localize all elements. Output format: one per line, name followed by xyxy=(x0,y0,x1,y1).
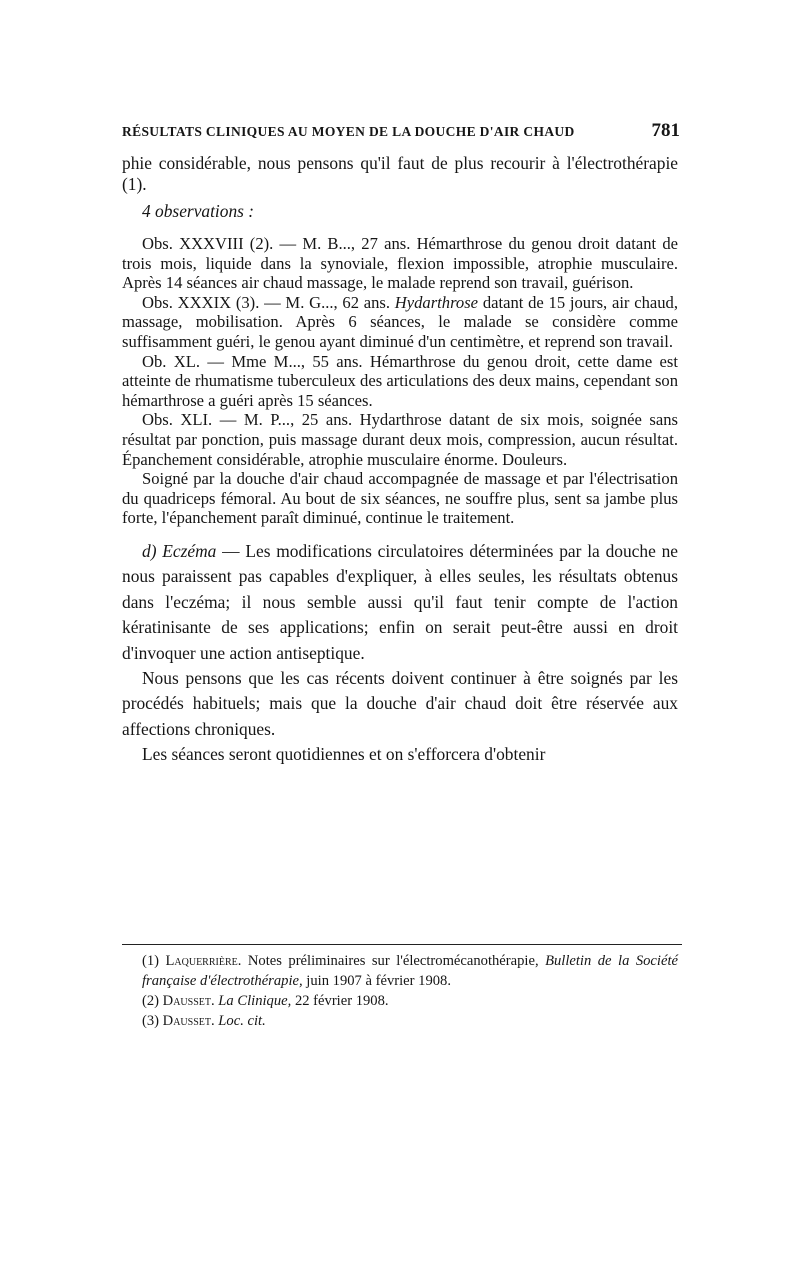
paragraph-eczema: d) Eczéma — Les modifications circulatoires déterminées par la douche ne nous paraissent pas capables d'expliquer, à elles seules, les résultats obtenus dans l'eczéma; il nous semble aussi qu'il faut tenir compte de l'action kératinisante de ses applications; enfin on serait peut-être aussi en droit d'invoquer une action antiseptique. xyxy=(122,540,678,663)
observation-41-continued: Soigné par la douche d'air chaud accompagnée de massage et par l'électrisation du quadriceps fémoral. Au bout de six séances, ne souffre plus, sent sa jambe plus forte, l'épanchement paraît diminué, continue le traitement. xyxy=(122,469,678,528)
observations-intro: 4 observations : xyxy=(142,201,255,221)
observation-40: Ob. XL. — Mme M..., 55 ans. Hémarthrose du genou droit, cette dame est atteinte de rhumatisme tuberculeux des articulations des deux mains, cependant son hémarthrose a guéri après 15 séances. xyxy=(122,351,678,410)
footnote-2: (2) Dausset. La Clinique, 22 février 1908. xyxy=(142,993,389,1009)
footnote-3: (3) Dausset. Loc. cit. xyxy=(142,1013,266,1029)
main-text xyxy=(122,153,678,768)
paragraph-sessions: Les séances seront quotidiennes et on s'efforcera d'obtenir xyxy=(142,744,546,765)
running-title: RÉSULTATS CLINIQUES AU MOYEN DE LA DOUCHE D'AIR CHAUD xyxy=(122,124,575,139)
running-header xyxy=(122,120,680,142)
footnote-1: (1) Laquerrière. Notes préliminaires sur l'électromécanothérapie, Bulletin de la Société française d'électrothérapie, juin 1907 à février 1908. xyxy=(142,953,678,989)
footnotes xyxy=(122,944,678,1031)
observation-39: Obs. XXXIX (3). — M. G..., 62 ans. Hydarthrose datant de 15 jours, air chaud, massage, mobilisation. Après 6 séances, le malade se considère comme suffisamment guéri, le genou ayant diminué d'un centimètre, et reprend son travail. xyxy=(122,292,678,351)
paragraph-electrotherapy: phie considérable, nous pensons qu'il faut de plus recourir à l'électrothérapie (1). xyxy=(122,153,678,194)
observation-38: Obs. XXXVIII (2). — M. B..., 27 ans. Hémarthrose du genou droit datant de trois mois, liquide dans la synoviale, flexion impossible, atrophie musculaire. Après 14 séances air chaud massage, le malade reprend son travail, guérison. xyxy=(122,234,678,293)
eczema-heading: d) Eczéma xyxy=(142,540,217,561)
paragraph-recent-cases: Nous pensons que les cas récents doivent continuer à être soignés par les procédés habituels; mais que la douche d'air chaud doit être réservée aux affections chroniques. xyxy=(122,667,678,739)
observation-41: Obs. XLI. — M. P..., 25 ans. Hydarthrose datant de six mois, soignée sans résultat par ponction, puis massage durant deux mois, compression, aucun résultat. Épanchement considérable, atrophie musculaire énorme. Douleurs. xyxy=(122,410,678,469)
page-number: 781 xyxy=(651,120,680,141)
footnote-divider xyxy=(122,944,682,945)
